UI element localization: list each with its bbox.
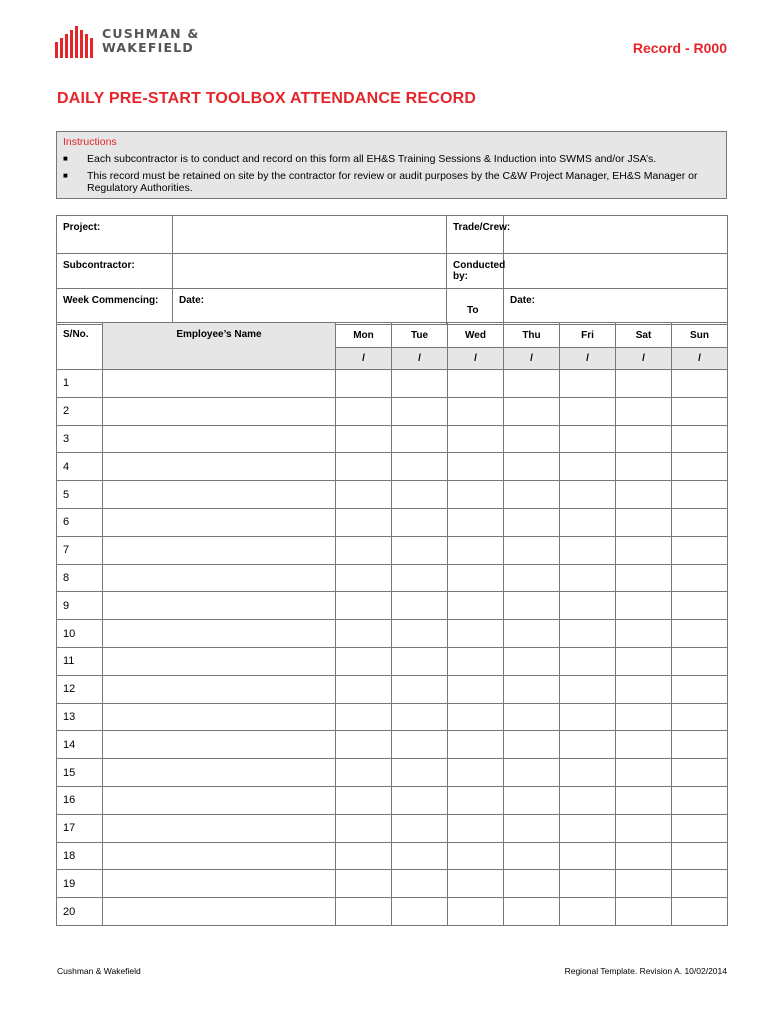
row-number: 5 [57,481,103,509]
thu-attendance-cell[interactable] [504,675,560,703]
conducted-by-field[interactable] [504,254,728,289]
wed-attendance-cell[interactable] [448,453,504,481]
table-row [57,425,728,453]
wed-attendance-cell[interactable] [448,370,504,398]
sat-attendance-cell[interactable] [616,647,672,675]
date-label: Date: [510,295,536,306]
sat-attendance-cell[interactable] [616,842,672,870]
end-date-field[interactable] [504,289,728,325]
thu-date-field[interactable]: / [504,348,560,370]
fri-attendance-cell[interactable] [560,786,616,814]
row-number: 12 [57,675,103,703]
employee-name-cell[interactable] [103,759,336,787]
mon-attendance-cell[interactable] [336,481,392,509]
mon-attendance-cell[interactable] [336,370,392,398]
mon-date-field[interactable]: / [336,348,392,370]
logo-bars-icon [55,26,97,58]
sun-attendance-cell[interactable] [672,564,728,592]
table-row [57,481,728,509]
tue-attendance-cell[interactable] [392,870,448,898]
col-header-sat: Sat [616,323,672,348]
instructions-box [56,131,727,199]
wed-attendance-cell[interactable] [448,425,504,453]
fri-attendance-cell[interactable] [560,508,616,536]
employee-name-cell[interactable] [103,370,336,398]
mon-attendance-cell[interactable] [336,675,392,703]
fri-attendance-cell[interactable] [560,425,616,453]
sat-attendance-cell[interactable] [616,564,672,592]
col-header-wed: Wed [448,323,504,348]
row-number: 2 [57,397,103,425]
start-date-field[interactable] [173,289,447,325]
fri-attendance-cell[interactable] [560,675,616,703]
table-row [57,675,728,703]
sat-attendance-cell[interactable] [616,592,672,620]
wed-attendance-cell[interactable] [448,814,504,842]
thu-attendance-cell[interactable] [504,647,560,675]
table-row [57,731,728,759]
employee-name-cell[interactable] [103,870,336,898]
thu-attendance-cell[interactable] [504,425,560,453]
mon-attendance-cell[interactable] [336,647,392,675]
tue-attendance-cell[interactable] [392,620,448,648]
fri-attendance-cell[interactable] [560,703,616,731]
employee-name-cell[interactable] [103,675,336,703]
mon-attendance-cell[interactable] [336,759,392,787]
wed-attendance-cell[interactable] [448,536,504,564]
wed-attendance-cell[interactable] [448,481,504,509]
fri-attendance-cell[interactable] [560,814,616,842]
row-number: 4 [57,453,103,481]
sun-attendance-cell[interactable] [672,842,728,870]
mon-attendance-cell[interactable] [336,397,392,425]
sat-attendance-cell[interactable] [616,620,672,648]
thu-attendance-cell[interactable] [504,592,560,620]
conducted-by-label: Conducted by: [447,254,504,289]
fri-attendance-cell[interactable] [560,592,616,620]
mon-attendance-cell[interactable] [336,814,392,842]
sun-attendance-cell[interactable] [672,397,728,425]
thu-attendance-cell[interactable] [504,397,560,425]
sat-date-field[interactable]: / [616,348,672,370]
thu-attendance-cell[interactable] [504,786,560,814]
footer-revision: Regional Template. Revision A. 10/02/2014 [564,966,727,976]
table-row [57,370,728,398]
sun-attendance-cell[interactable] [672,731,728,759]
row-number: 17 [57,814,103,842]
attendance-table [56,322,728,926]
row-number: 6 [57,508,103,536]
sun-attendance-cell[interactable] [672,675,728,703]
instruction-text: Each subcontractor is to conduct and record on this form all EH&S Training Sessions & Induction into SWMS and/or JSA’s. [87,153,657,165]
sun-attendance-cell[interactable] [672,898,728,926]
table-row [57,620,728,648]
sun-attendance-cell[interactable] [672,814,728,842]
row-number: 1 [57,370,103,398]
row-number: 13 [57,703,103,731]
sat-attendance-cell[interactable] [616,786,672,814]
row-number: 11 [57,647,103,675]
tue-attendance-cell[interactable] [392,647,448,675]
wed-attendance-cell[interactable] [448,870,504,898]
sat-attendance-cell[interactable] [616,814,672,842]
tue-attendance-cell[interactable] [392,453,448,481]
thu-attendance-cell[interactable] [504,620,560,648]
employee-name-cell[interactable] [103,397,336,425]
logo-line-2: WAKEFIELD [102,40,194,55]
tue-attendance-cell[interactable] [392,481,448,509]
fri-attendance-cell[interactable] [560,731,616,759]
wed-attendance-cell[interactable] [448,703,504,731]
wed-attendance-cell[interactable] [448,675,504,703]
thu-attendance-cell[interactable] [504,898,560,926]
subcontractor-field[interactable] [173,254,447,289]
sun-attendance-cell[interactable] [672,647,728,675]
sun-attendance-cell[interactable] [672,508,728,536]
col-header-mon: Mon [336,323,392,348]
table-row [57,870,728,898]
sun-attendance-cell[interactable] [672,425,728,453]
wed-attendance-cell[interactable] [448,620,504,648]
sat-attendance-cell[interactable] [616,481,672,509]
col-header-sun: Sun [672,323,728,348]
employee-name-cell[interactable] [103,898,336,926]
employee-name-cell[interactable] [103,647,336,675]
wed-date-field[interactable]: / [448,348,504,370]
subcontractor-label: Subcontractor: [57,254,173,289]
table-row [57,397,728,425]
row-number: 19 [57,870,103,898]
logo-line-1: CUSHMAN & [102,26,200,41]
fri-attendance-cell[interactable] [560,481,616,509]
fri-attendance-cell[interactable] [560,536,616,564]
row-number: 18 [57,842,103,870]
employee-name-cell[interactable] [103,564,336,592]
fri-attendance-cell[interactable] [560,397,616,425]
sat-attendance-cell[interactable] [616,397,672,425]
thu-attendance-cell[interactable] [504,870,560,898]
table-row [57,592,728,620]
fri-attendance-cell[interactable] [560,564,616,592]
bullet-square-icon: ■ [63,171,68,180]
trade-crew-label: Trade/Crew: [447,216,504,254]
employee-name-cell[interactable] [103,536,336,564]
tue-attendance-cell[interactable] [392,564,448,592]
mon-attendance-cell[interactable] [336,592,392,620]
tue-attendance-cell[interactable] [392,536,448,564]
thu-attendance-cell[interactable] [504,370,560,398]
table-row [57,898,728,926]
page-title: DAILY PRE-START TOOLBOX ATTENDANCE RECORD [57,90,477,107]
tue-attendance-cell[interactable] [392,370,448,398]
sun-attendance-cell[interactable] [672,592,728,620]
employee-name-cell[interactable] [103,453,336,481]
mon-attendance-cell[interactable] [336,536,392,564]
row-number: 7 [57,536,103,564]
sat-attendance-cell[interactable] [616,870,672,898]
company-logo [55,24,215,60]
sun-attendance-cell[interactable] [672,620,728,648]
tue-attendance-cell[interactable] [392,814,448,842]
mon-attendance-cell[interactable] [336,786,392,814]
thu-attendance-cell[interactable] [504,453,560,481]
fri-attendance-cell[interactable] [560,647,616,675]
wed-attendance-cell[interactable] [448,397,504,425]
wed-attendance-cell[interactable] [448,898,504,926]
tue-attendance-cell[interactable] [392,731,448,759]
sun-attendance-cell[interactable] [672,786,728,814]
thu-attendance-cell[interactable] [504,481,560,509]
sat-attendance-cell[interactable] [616,675,672,703]
table-row [57,842,728,870]
thu-attendance-cell[interactable] [504,842,560,870]
col-header-name: Employee’s Name [103,323,336,370]
employee-name-cell[interactable] [103,814,336,842]
fri-attendance-cell[interactable] [560,898,616,926]
employee-name-cell[interactable] [103,481,336,509]
table-row [57,786,728,814]
mon-attendance-cell[interactable] [336,564,392,592]
thu-attendance-cell[interactable] [504,508,560,536]
fri-attendance-cell[interactable] [560,620,616,648]
sat-attendance-cell[interactable] [616,508,672,536]
sun-date-field[interactable]: / [672,348,728,370]
employee-name-cell[interactable] [103,620,336,648]
sat-attendance-cell[interactable] [616,453,672,481]
wed-attendance-cell[interactable] [448,564,504,592]
tue-attendance-cell[interactable] [392,592,448,620]
tue-attendance-cell[interactable] [392,508,448,536]
tue-attendance-cell[interactable] [392,703,448,731]
tue-attendance-cell[interactable] [392,759,448,787]
footer-company: Cushman & Wakefield [57,966,141,976]
tue-attendance-cell[interactable] [392,898,448,926]
sun-attendance-cell[interactable] [672,370,728,398]
employee-name-cell[interactable] [103,786,336,814]
mon-attendance-cell[interactable] [336,425,392,453]
mon-attendance-cell[interactable] [336,842,392,870]
wed-attendance-cell[interactable] [448,592,504,620]
wed-attendance-cell[interactable] [448,759,504,787]
thu-attendance-cell[interactable] [504,536,560,564]
fri-attendance-cell[interactable] [560,370,616,398]
trade-crew-field[interactable] [504,216,728,254]
bullet-square-icon: ■ [63,154,68,163]
thu-attendance-cell[interactable] [504,759,560,787]
sun-attendance-cell[interactable] [672,759,728,787]
record-number: Record - R000 [632,40,727,56]
fri-attendance-cell[interactable] [560,759,616,787]
sat-attendance-cell[interactable] [616,898,672,926]
instructions-title: Instructions [63,136,117,148]
mon-attendance-cell[interactable] [336,453,392,481]
tue-attendance-cell[interactable] [392,786,448,814]
table-row [57,536,728,564]
employee-name-cell[interactable] [103,731,336,759]
row-number: 9 [57,592,103,620]
sun-attendance-cell[interactable] [672,453,728,481]
mon-attendance-cell[interactable] [336,870,392,898]
info-table [56,215,728,325]
thu-attendance-cell[interactable] [504,703,560,731]
row-number: 8 [57,564,103,592]
mon-attendance-cell[interactable] [336,731,392,759]
row-number: 16 [57,786,103,814]
mon-attendance-cell[interactable] [336,898,392,926]
table-row [57,647,728,675]
thu-attendance-cell[interactable] [504,814,560,842]
table-row [57,759,728,787]
col-header-fri: Fri [560,323,616,348]
employee-name-cell[interactable] [103,592,336,620]
wed-attendance-cell[interactable] [448,731,504,759]
employee-name-cell[interactable] [103,842,336,870]
tue-attendance-cell[interactable] [392,842,448,870]
sun-attendance-cell[interactable] [672,703,728,731]
wed-attendance-cell[interactable] [448,842,504,870]
sat-attendance-cell[interactable] [616,703,672,731]
wed-attendance-cell[interactable] [448,508,504,536]
mon-attendance-cell[interactable] [336,508,392,536]
sat-attendance-cell[interactable] [616,759,672,787]
table-row [57,564,728,592]
to-label: To [447,289,504,325]
mon-attendance-cell[interactable] [336,620,392,648]
sun-attendance-cell[interactable] [672,536,728,564]
sun-attendance-cell[interactable] [672,870,728,898]
sat-attendance-cell[interactable] [616,536,672,564]
project-label: Project: [57,216,173,254]
sat-attendance-cell[interactable] [616,731,672,759]
row-number: 10 [57,620,103,648]
row-number: 3 [57,425,103,453]
sun-attendance-cell[interactable] [672,481,728,509]
tue-attendance-cell[interactable] [392,425,448,453]
col-header-tue: Tue [392,323,448,348]
table-row [57,814,728,842]
table-row [57,453,728,481]
tue-attendance-cell[interactable] [392,397,448,425]
table-row [57,508,728,536]
col-header-thu: Thu [504,323,560,348]
date-label: Date: [179,295,205,306]
employee-name-cell[interactable] [103,703,336,731]
row-number: 14 [57,731,103,759]
project-field[interactable] [173,216,447,254]
row-number: 20 [57,898,103,926]
thu-attendance-cell[interactable] [504,731,560,759]
sat-attendance-cell[interactable] [616,370,672,398]
instruction-text: This record must be retained on site by the contractor for review or audit purposes by the C&W Project Manager, EH&S Manager or Regulatory Authorities. [87,170,698,194]
tue-date-field[interactable]: / [392,348,448,370]
employee-name-cell[interactable] [103,508,336,536]
col-header-sno: S/No. [57,323,103,370]
table-row [57,703,728,731]
fri-date-field[interactable]: / [560,348,616,370]
fri-attendance-cell[interactable] [560,453,616,481]
thu-attendance-cell[interactable] [504,564,560,592]
wed-attendance-cell[interactable] [448,647,504,675]
week-commencing-label: Week Commencing: [57,289,173,325]
tue-attendance-cell[interactable] [392,675,448,703]
fri-attendance-cell[interactable] [560,870,616,898]
wed-attendance-cell[interactable] [448,786,504,814]
sat-attendance-cell[interactable] [616,425,672,453]
fri-attendance-cell[interactable] [560,842,616,870]
employee-name-cell[interactable] [103,425,336,453]
row-number: 15 [57,759,103,787]
mon-attendance-cell[interactable] [336,703,392,731]
